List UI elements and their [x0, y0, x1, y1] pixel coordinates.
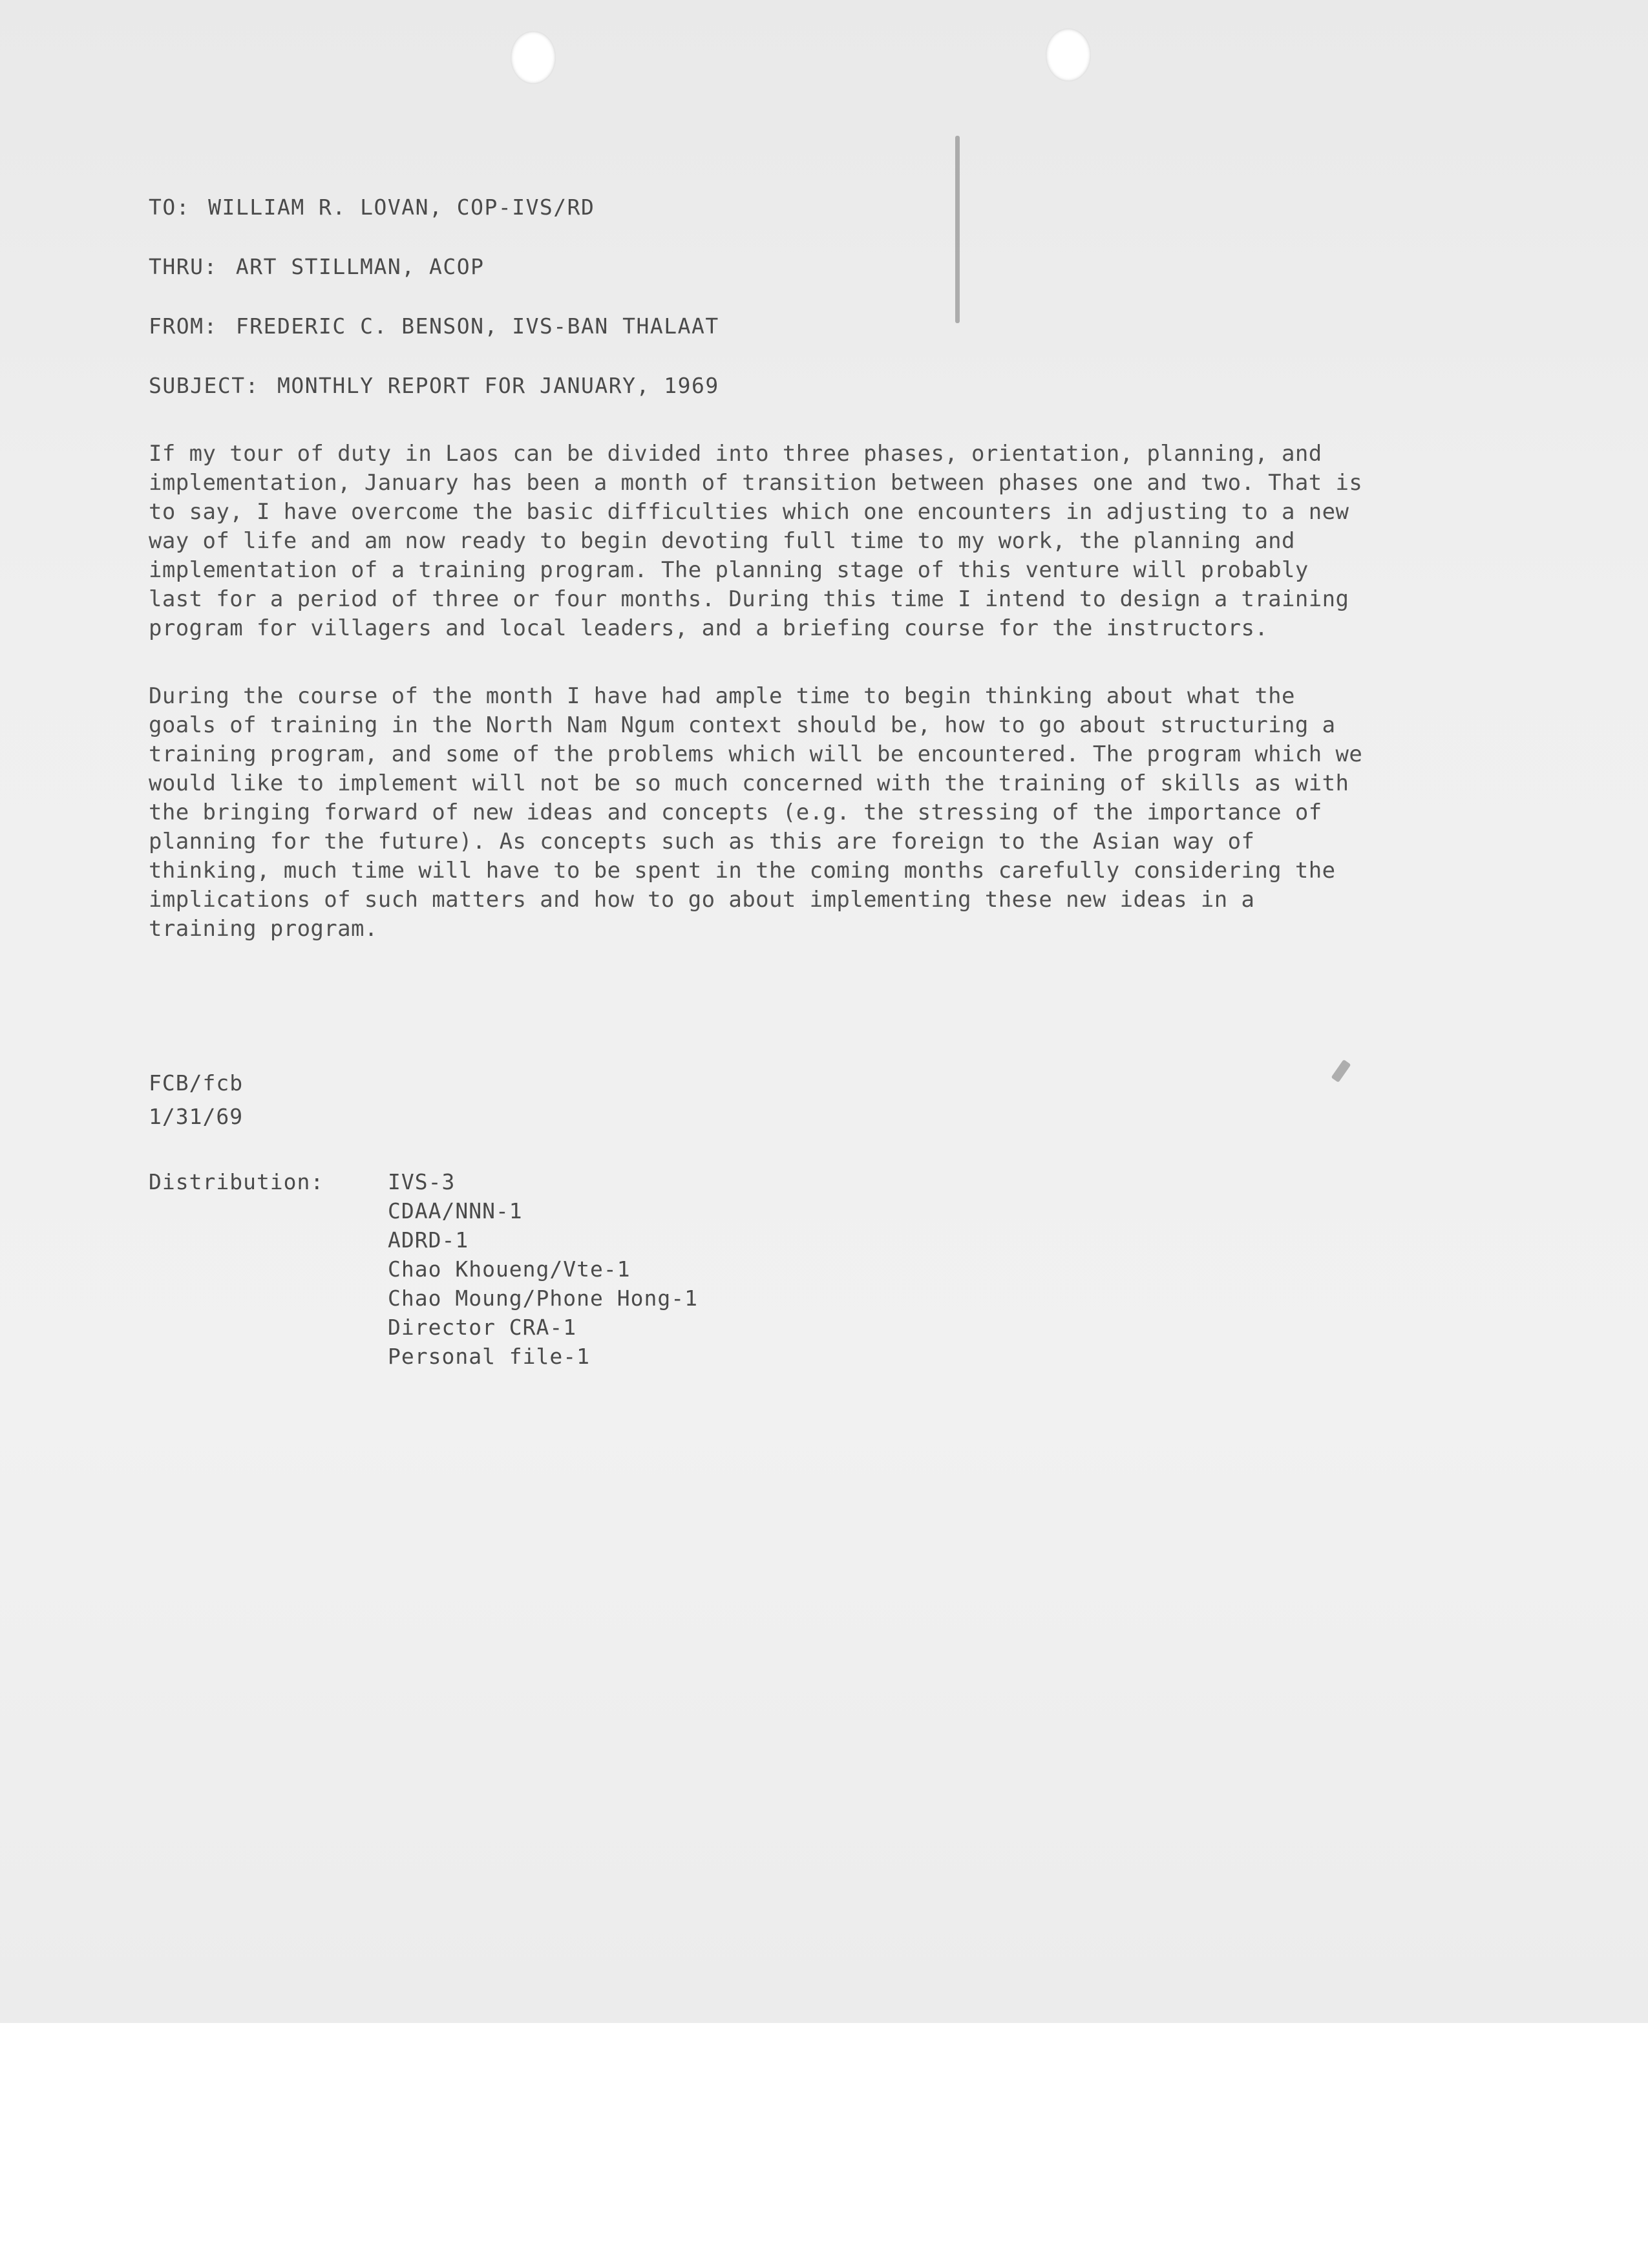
initials: FCB/fcb — [149, 1070, 244, 1096]
from-line — [149, 313, 1377, 340]
memo — [149, 194, 1377, 1371]
to-line — [149, 194, 1377, 221]
from-label: FROM: — [149, 313, 218, 339]
thru-value: ART STILLMAN, ACOP — [235, 254, 485, 279]
punch-hole-right — [1046, 28, 1091, 81]
thru-line — [149, 253, 1377, 281]
distribution-item: ADRD-1 — [388, 1227, 469, 1253]
to-label: TO: — [149, 195, 191, 220]
reference-initials — [149, 1066, 1377, 1134]
distribution-item: IVS-3 — [388, 1169, 456, 1194]
punch-hole-left — [511, 31, 556, 84]
subject-line — [149, 372, 1377, 399]
distribution-item: Personal file-1 — [388, 1344, 591, 1369]
to-value: WILLIAM R. LOVAN, COP-IVS/RD — [208, 195, 595, 220]
from-value: FREDERIC C. BENSON, IVS-BAN THALAAT — [235, 313, 719, 339]
distribution-label: Distribution: — [149, 1169, 324, 1194]
body-paragraph-2: During the course of the month I have had ample time to begin thinking about what the goals of training in the North Nam Ngum context should be, how to go about structuring a training program, and some of the problems which will be encountered. The program which we would like to implement will not be so much concerned with the training of skills as with the bringing forward of new ideas and concepts (e.g. the stressing of the importance of planning for the future). As concepts such as this are foreign to the Asian way of thinking, much time will have to be spent in the coming months carefully considering the implications of such matters and how to go about implementing these new ideas in a training program. — [149, 683, 1363, 942]
distribution-item: CDAA/NNN-1 — [388, 1198, 523, 1224]
subject-label: SUBJECT: — [149, 373, 259, 398]
distribution-item: Chao Khoueng/Vte-1 — [388, 1256, 631, 1282]
distribution-list — [388, 1167, 698, 1371]
memo-date: 1/31/69 — [149, 1104, 244, 1129]
thru-label: THRU: — [149, 254, 218, 279]
distribution-block — [149, 1167, 1377, 1371]
distribution-item: Chao Moung/Phone Hong-1 — [388, 1286, 698, 1311]
body-paragraph-1: If my tour of duty in Laos can be divided into three phases, orientation, planning, and implementation, January has been a month of transition between phases one and two. That is to say, I have overcome the basic difficulties which one encounters in adjusting to a new way of life and am now ready to begin devoting full time to my work, the planning and implementation of a training program. The planning stage of this venture will probably last for a period of three or four months. During this time I intend to design a training program for villagers and local leaders, and a briefing course for the instructors. — [149, 441, 1363, 641]
distribution-item: Director CRA-1 — [388, 1315, 577, 1340]
subject-value: MONTHLY REPORT FOR JANUARY, 1969 — [277, 373, 719, 398]
